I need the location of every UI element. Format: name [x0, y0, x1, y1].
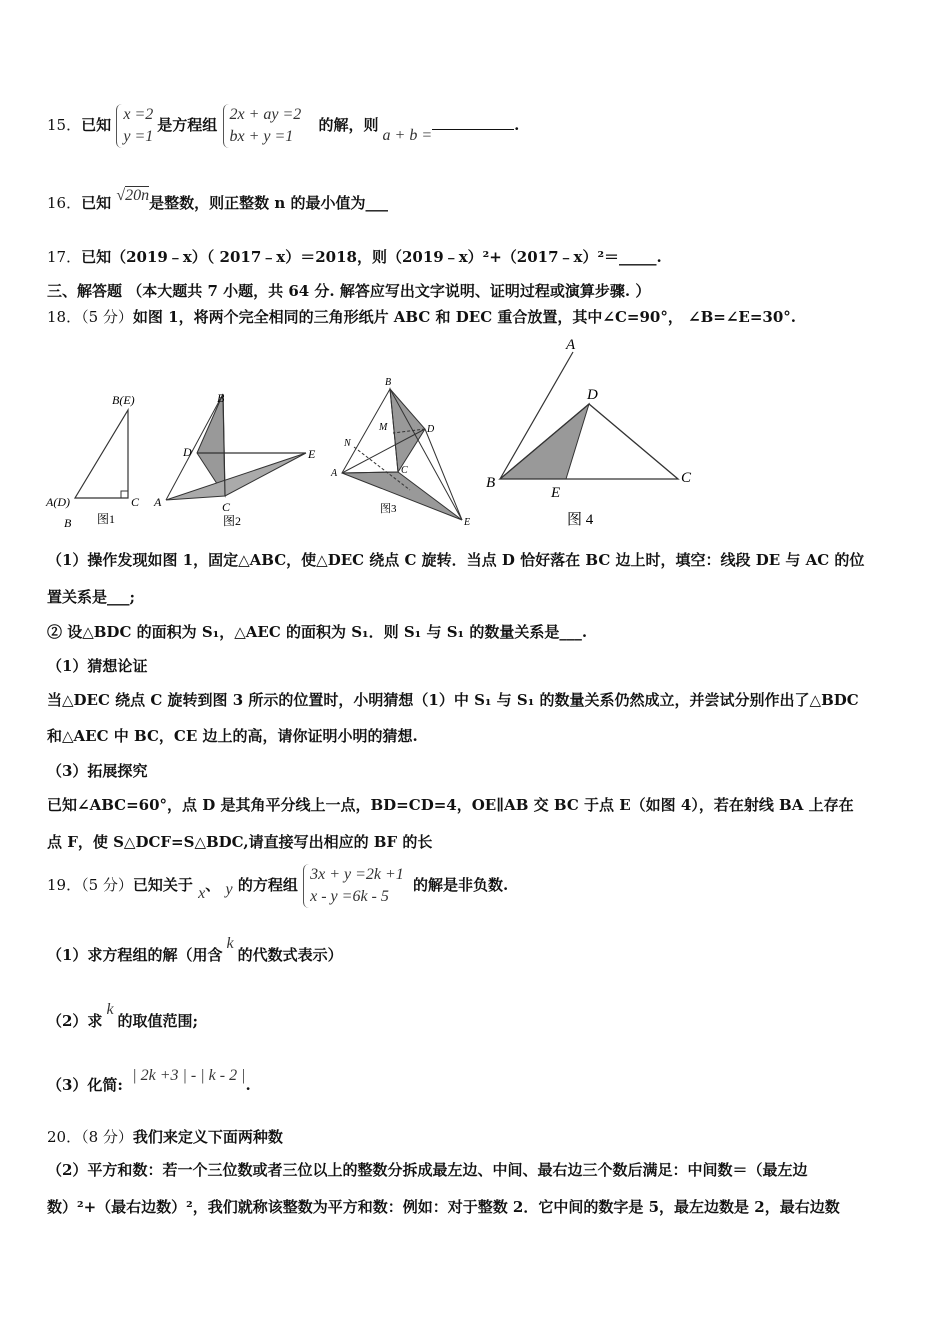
label-c: C [222, 500, 231, 514]
question-15: 15．已知 x =2 y =1 是方程组 2x + ay =2 bx + y =1 的解，则a + b =. [47, 104, 519, 148]
q18-part1-line1: （1）操作发现如图 1，固定△ABC，使△DEC 绕点 C 旋转．当点 D 恰好落在 BC 边上时，填空：线段 DE 与 AC 的位 [47, 551, 865, 569]
question-16 [47, 187, 388, 213]
q18-part3-heading: （1）猜想论证 [47, 657, 148, 675]
label-m: M [379, 422, 388, 433]
figure-4 [486, 337, 692, 528]
text: （1）求方程组的解（用含 [47, 946, 223, 964]
text: 的代数式表示） [237, 946, 343, 964]
label-d: D [183, 445, 192, 459]
section-heading: 三、解答题 （本大题共 7 小题，共 64 分. 解答应写出文字说明、证明过程或演算步骤. ） [47, 282, 651, 300]
text: 的取值范围; [117, 1012, 199, 1030]
caption-fig4: 图 4 [567, 512, 594, 528]
q19-part3 [47, 1064, 251, 1094]
label-a-d: A(D) [46, 495, 70, 509]
label-b: B [385, 377, 392, 388]
q18-part4-line2: 点 F，使 S△DCF=S△BDC,请直接写出相应的 BF 的长 [47, 833, 433, 851]
equation-system [303, 864, 408, 908]
variable-x: x [198, 885, 206, 902]
equation: 3x + y =2k +1 [310, 866, 404, 883]
text: （3）化简: [47, 1076, 123, 1094]
label-d: D [427, 424, 435, 435]
triangle-abc [75, 410, 128, 498]
text: 已知关于 [132, 876, 193, 894]
q20-line1: （2）平方和数：若一个三位数或者三位以上的整数分拆成最左边、中间、最右边三个数后满足：中间数＝（最左边 [47, 1161, 808, 1179]
equation-system [223, 104, 306, 148]
question-number: 19． [47, 876, 82, 894]
label-e: E [464, 517, 471, 528]
equation: x - y =6k - 5 [310, 888, 389, 905]
figure-2 [153, 391, 316, 528]
equation-system-solution [116, 104, 157, 148]
question-20 [47, 1126, 283, 1147]
text: 是整数，则正整数 n 的最小值为___ [149, 194, 388, 212]
question-17 [47, 246, 662, 267]
label-b: B [486, 475, 496, 491]
label-a: A [566, 337, 576, 353]
label-e: E [551, 485, 561, 501]
question-number: 18． [47, 308, 82, 326]
label-d: D [587, 387, 598, 403]
caption-fig2: 图2 [223, 514, 242, 528]
figure-row [0, 332, 950, 532]
score: （5 分） [81, 308, 133, 326]
text: 已知（2019﹣x）（ 2017﹣x）＝2018，则（2019﹣x）²+（2017﹣x）²＝_____. [81, 248, 662, 266]
q18-part3-line2: 和△AEC 中 BC，CE 边上的高，请你证明小明的猜想. [47, 727, 418, 745]
q18-part4-heading: （3）拓展探究 [47, 762, 148, 780]
label-b: B [217, 391, 225, 405]
score: （8 分） [81, 1128, 133, 1146]
label-a: A [154, 495, 162, 509]
text: 已知 [81, 116, 112, 134]
q19-part2 [47, 1001, 199, 1031]
text: 、 [205, 876, 221, 894]
label-c: C [131, 495, 140, 509]
expression: a + b = [382, 127, 433, 144]
equation: x =2 [123, 106, 154, 123]
shaded-triangle-bdc [390, 389, 425, 472]
text: （2）求 [47, 1012, 103, 1030]
label-b-e: B(E) [112, 393, 135, 407]
text: 已知 [81, 194, 112, 212]
question-number: 16． [47, 194, 82, 212]
q18-part3-line1: 当△DEC 绕点 C 旋转到图 3 所示的位置时，小明猜想（1）中 S₁ 与 S₁ 的数量关系仍然成立，并尝试分别作出了△BDC [47, 691, 859, 709]
score: （5 分） [81, 876, 133, 894]
variable-k: k [106, 1001, 114, 1018]
question-number: 20． [47, 1128, 82, 1146]
q20-line2: 数）²+（最右边数）²，我们就称该整数为平方和数：例如：对于整数 2．它中间的数字是 5，最左边数是 2，最右边数 [47, 1198, 840, 1216]
text: 是方程组 [157, 116, 218, 134]
equation: y =1 [123, 128, 154, 145]
question-number: 17． [47, 248, 82, 266]
label-c: C [681, 470, 692, 486]
caption-fig3: 图3 [380, 503, 397, 515]
question-number: 15． [47, 116, 82, 134]
equation: bx + y =1 [229, 128, 294, 145]
expression: | 2k +3 | - | k - 2 | [132, 1067, 246, 1084]
right-angle-mark [121, 491, 128, 498]
variable-k: k [226, 935, 234, 952]
label-c: C [401, 465, 408, 476]
shaded-triangle-aec [342, 472, 462, 520]
text: 如图 1，将两个完全相同的三角形纸片 ABC 和 DEC 重合放置，其中∠C=90°， ∠B=∠E=30°. [132, 308, 797, 326]
figure-1 [45, 393, 140, 530]
label-n: N [344, 438, 351, 449]
q19-part1 [47, 935, 343, 965]
label-b: B [64, 516, 72, 530]
question-19 [47, 864, 508, 908]
text: 的解是非负数. [413, 876, 509, 894]
label-e: E [308, 447, 316, 461]
shaded-triangle-bdc [197, 394, 225, 496]
caption-fig1: 图1 [97, 512, 116, 526]
q18-part1-line2: 置关系是___; [47, 588, 136, 606]
text: . [245, 1076, 251, 1094]
answer-blank [432, 115, 514, 130]
text: 我们来定义下面两种数 [132, 1128, 283, 1146]
sqrt-expression: √20n [116, 187, 150, 204]
variable-y: y [225, 881, 233, 898]
figure-3 [330, 377, 470, 528]
triangle-abc [342, 389, 398, 473]
question-18 [47, 306, 796, 327]
radicand: 20n [125, 187, 150, 204]
text: 的方程组 [237, 876, 298, 894]
text: 的解，则 [318, 116, 379, 134]
equation: 2x + ay =2 [229, 106, 302, 123]
q18-part2: ② 设△BDC 的面积为 S₁，△AEC 的面积为 S₁．则 S₁ 与 S₁ 的数量关系是___. [47, 623, 588, 641]
label-a: A [331, 468, 338, 479]
q18-part4-line1: 已知∠ABC=60°，点 D 是其角平分线上一点，BD=CD=4，OE∥AB 交 BC 于点 E（如图 4），若在射线 BA 上存在 [47, 796, 854, 814]
